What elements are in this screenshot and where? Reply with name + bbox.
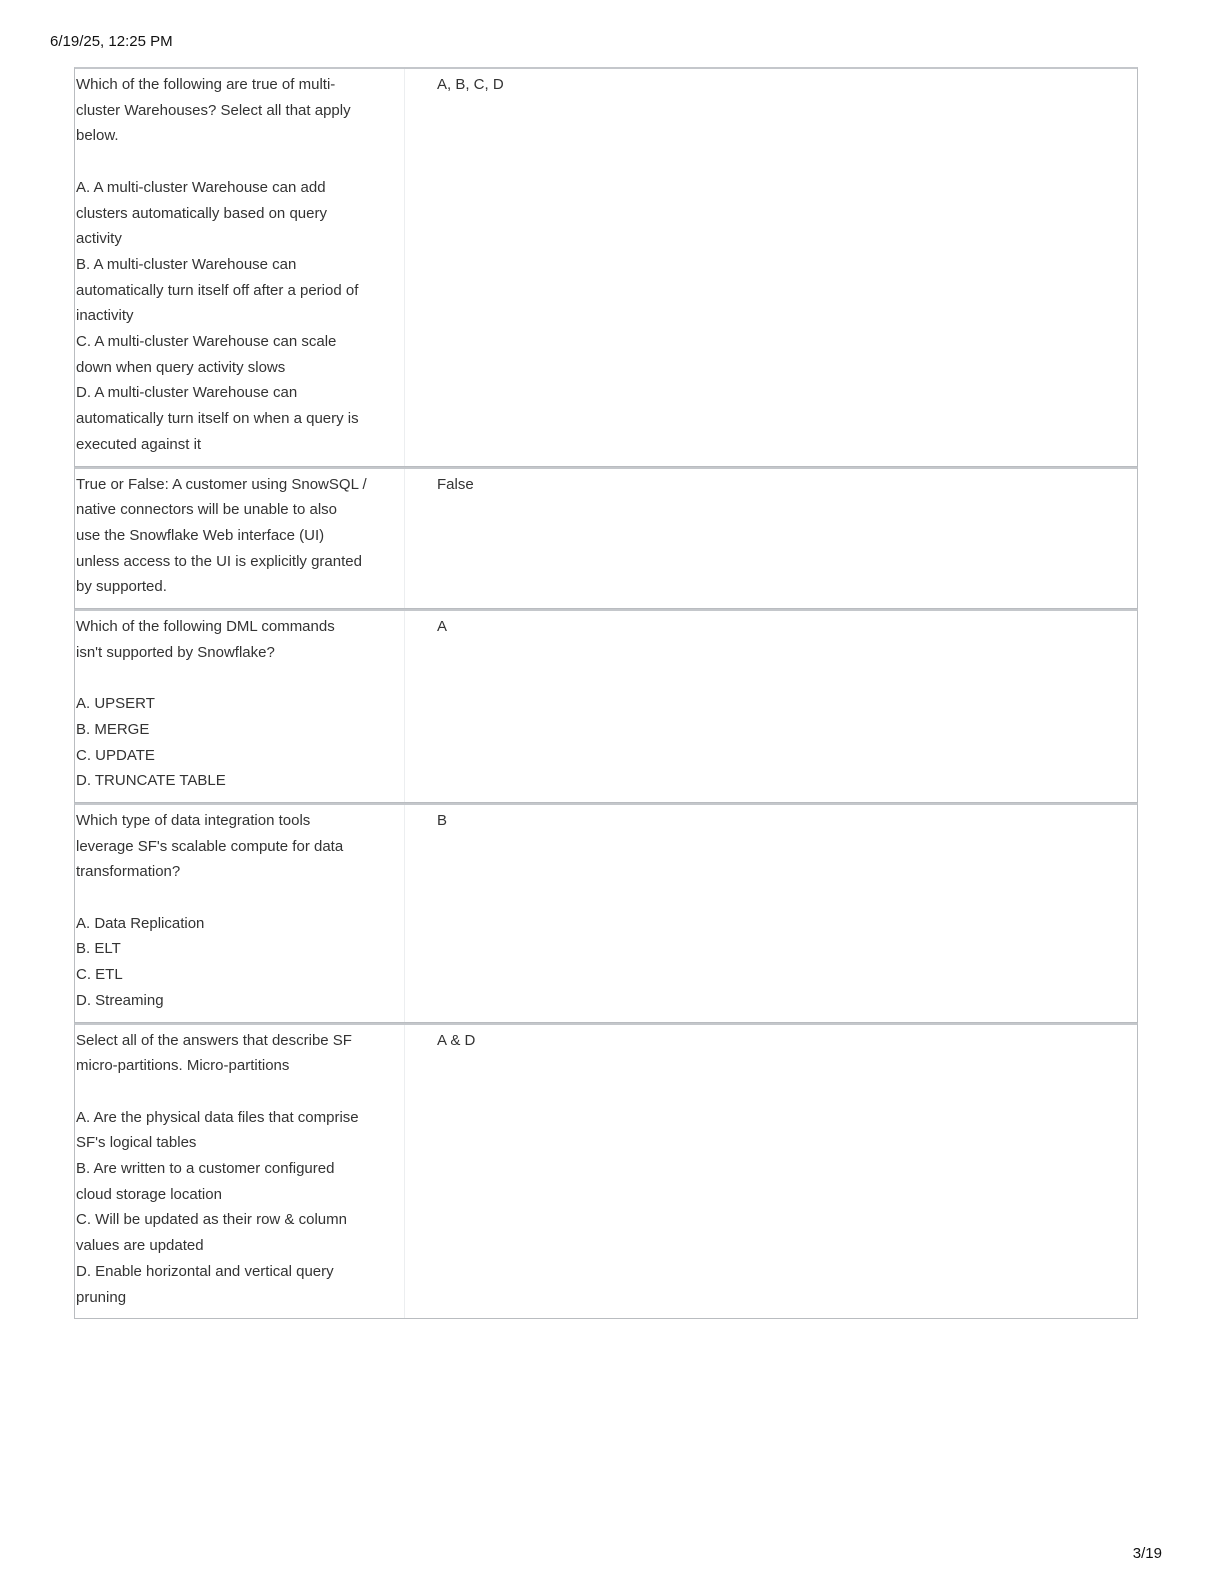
option-line: SF's logical tables — [76, 1134, 197, 1152]
option-line: A. A multi-cluster Warehouse can add — [76, 178, 326, 196]
question-line: Which type of data integration tools — [76, 811, 311, 829]
card-answer — [405, 1025, 1137, 1319]
option-line: B. ELT — [76, 940, 121, 958]
answer-text: A — [437, 618, 448, 636]
question-line: unless access to the UI is explicitly granted — [76, 552, 362, 570]
answer-text: B — [437, 811, 448, 829]
flashcard — [74, 1023, 1138, 1320]
option-line: C. Will be updated as their row & column — [76, 1211, 347, 1229]
option-line: automatically turn itself on when a query is — [76, 410, 359, 428]
card-answer — [405, 611, 1137, 802]
option-line: down when query activity slows — [76, 358, 286, 376]
card-term — [75, 1025, 405, 1319]
option-line: B. MERGE — [76, 720, 150, 738]
option-line: inactivity — [76, 307, 134, 325]
option-line: values are updated — [76, 1237, 204, 1255]
question-line: by supported. — [76, 578, 167, 596]
question-line: isn't supported by Snowflake? — [76, 643, 275, 661]
page-number: 3/19 — [1132, 1545, 1162, 1562]
option-line: A. Data Replication — [76, 914, 205, 932]
option-line: C. A multi-cluster Warehouse can scale — [76, 333, 337, 351]
option-line: C. ETL — [76, 966, 123, 984]
card-term — [75, 611, 405, 802]
option-line: activity — [76, 230, 122, 248]
card-term — [75, 469, 405, 609]
question-line: native connectors will be unable to also — [76, 501, 337, 519]
question-line: cluster Warehouses? Select all that apply — [76, 101, 351, 119]
option-line: D. A multi-cluster Warehouse can — [76, 384, 298, 402]
option-line: C. UPDATE — [76, 746, 155, 764]
option-line: B. A multi-cluster Warehouse can — [76, 255, 297, 273]
blank-line — [76, 885, 390, 911]
blank-line — [76, 1079, 390, 1105]
option-line: D. Enable horizontal and vertical query — [76, 1262, 334, 1280]
option-line: A. Are the physical data files that comprise — [76, 1108, 359, 1126]
question-line: use the Snowflake Web interface (UI) — [76, 526, 325, 544]
flashcard — [74, 609, 1138, 803]
card-term — [75, 805, 405, 1022]
card-answer — [405, 805, 1137, 1022]
answer-text: False — [437, 475, 474, 493]
option-line: B. Are written to a customer configured — [76, 1160, 335, 1178]
option-line: clusters automatically based on query — [76, 204, 327, 222]
question-line: Which of the following DML commands — [76, 618, 335, 636]
option-line: pruning — [76, 1288, 127, 1306]
card-answer — [405, 69, 1137, 466]
question-line: True or False: A customer using SnowSQL / — [76, 475, 367, 493]
question-line: below. — [76, 127, 119, 145]
flashcard-list — [74, 67, 1138, 1319]
question-line: Which of the following are true of multi- — [76, 76, 336, 93]
card-answer — [405, 469, 1137, 609]
option-line: executed against it — [76, 435, 202, 453]
flashcard — [74, 467, 1138, 610]
question-line: transformation? — [76, 863, 181, 881]
option-line: D. TRUNCATE TABLE — [76, 772, 226, 790]
option-line: A. UPSERT — [76, 695, 155, 713]
blank-line — [76, 665, 390, 691]
flashcard — [74, 67, 1138, 467]
card-term — [75, 69, 405, 466]
blank-line — [76, 149, 390, 175]
question-line: micro-partitions. Micro-partitions — [76, 1057, 290, 1075]
option-line: cloud storage location — [76, 1185, 222, 1203]
question-line: leverage SF's scalable compute for data — [76, 837, 344, 855]
print-timestamp: 6/19/25, 12:25 PM — [50, 33, 173, 50]
answer-text: A, B, C, D — [437, 76, 504, 93]
option-line: D. Streaming — [76, 991, 164, 1009]
option-line: automatically turn itself off after a period of — [76, 281, 359, 299]
flashcard — [74, 803, 1138, 1023]
question-line: Select all of the answers that describe SF — [76, 1031, 352, 1049]
answer-text: A & D — [437, 1031, 476, 1049]
